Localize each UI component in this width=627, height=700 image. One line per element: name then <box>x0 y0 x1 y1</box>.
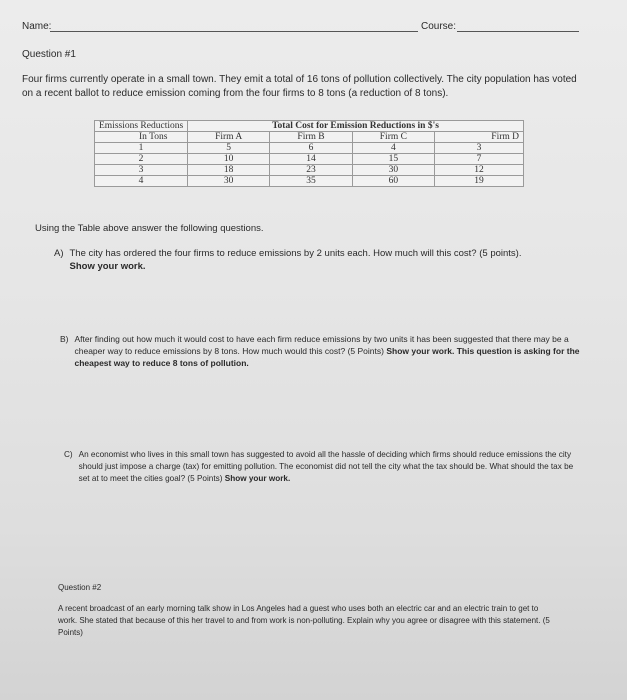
part-c-bold: Show your work. <box>224 474 291 483</box>
cost-cell: 35 <box>270 176 352 187</box>
cost-cell: 30 <box>188 176 270 187</box>
part-b-bold: Show your work. This question is asking for the cheapest way to reduce 8 tons of pollution. <box>74 346 580 368</box>
group-header: Total Cost for Emission Reductions in $'s <box>188 121 524 132</box>
part-a <box>54 247 574 273</box>
part-c-text: An economist who lives in this small town has suggested to avoid all the hassle of deciding which firms should reduce emissions the city should just impose a charge (tax) for emitting pollution. The economist did not tell the city what the tax should be. What should the tax be set at to meet the cities goal? (5 Points) <box>78 450 574 483</box>
firm-header: Firm C <box>352 132 434 143</box>
col-header-reductions: Emissions Reductions <box>95 121 188 132</box>
instructions: Using the Table above answer the following questions. <box>35 223 264 234</box>
table-row <box>95 154 524 165</box>
cost-cell: 14 <box>270 154 352 165</box>
cost-cell: 18 <box>188 165 270 176</box>
table-row <box>95 165 524 176</box>
table-row <box>95 143 524 154</box>
course-label: Course: <box>421 21 457 32</box>
table-subheader-row <box>95 132 524 143</box>
firm-header: Firm B <box>270 132 352 143</box>
table-header-row <box>95 121 524 132</box>
cost-cell: 12 <box>435 165 524 176</box>
cost-cell: 23 <box>270 165 352 176</box>
cost-cell: 4 <box>352 143 434 154</box>
col-header-tons: In Tons <box>95 132 188 143</box>
course-line <box>457 31 579 32</box>
tons-cell: 3 <box>95 165 188 176</box>
tons-cell: 4 <box>95 176 188 187</box>
name-label: Name: <box>22 21 52 32</box>
tons-cell: 1 <box>95 143 188 154</box>
name-line <box>50 31 418 32</box>
question2-title: Question #2 <box>58 583 102 592</box>
part-b <box>60 333 580 369</box>
question2-text: A recent broadcast of an early morning talk show in Los Angeles had a guest who uses both an electric car and an electric train to get to work. She stated that because of this her travel to and from work is non-polluting. Explain why you agree or disagree with this statement. (5 Points) <box>58 604 550 637</box>
cost-cell: 15 <box>352 154 434 165</box>
part-c <box>64 449 574 485</box>
question1-title: Question #1 <box>22 49 76 60</box>
cost-cell: 10 <box>188 154 270 165</box>
cost-cell: 19 <box>435 176 524 187</box>
cost-cell: 60 <box>352 176 434 187</box>
cost-cell: 6 <box>270 143 352 154</box>
question1-intro: Four firms currently operate in a small town. They emit a total of 16 tons of pollution collectively. The city population has voted on a recent ballot to reduce emission coming from the four firms to 8 tons (a reduction of 8 tons). <box>22 74 577 99</box>
cost-cell: 7 <box>435 154 524 165</box>
cost-cell: 30 <box>352 165 434 176</box>
firm-header: Firm A <box>188 132 270 143</box>
part-b-marker: B) <box>60 334 69 344</box>
firm-header: Firm D <box>435 132 524 143</box>
emissions-cost-table <box>94 120 524 187</box>
part-b-text: After finding out how much it would cost to have each firm reduce emissions by two units it has been suggested that there may be a cheaper way to reduce emissions by 8 tons. How much would this cost? (5 Points) <box>74 334 569 356</box>
cost-cell: 5 <box>188 143 270 154</box>
part-a-text: The city has ordered the four firms to reduce emissions by 2 units each. How much will this cost? (5 points). <box>69 248 522 259</box>
table-row <box>95 176 524 187</box>
part-c-marker: C) <box>64 450 73 459</box>
part-a-bold: Show your work. <box>69 261 146 272</box>
part-a-marker: A) <box>54 248 64 259</box>
tons-cell: 2 <box>95 154 188 165</box>
cost-cell: 3 <box>435 143 524 154</box>
